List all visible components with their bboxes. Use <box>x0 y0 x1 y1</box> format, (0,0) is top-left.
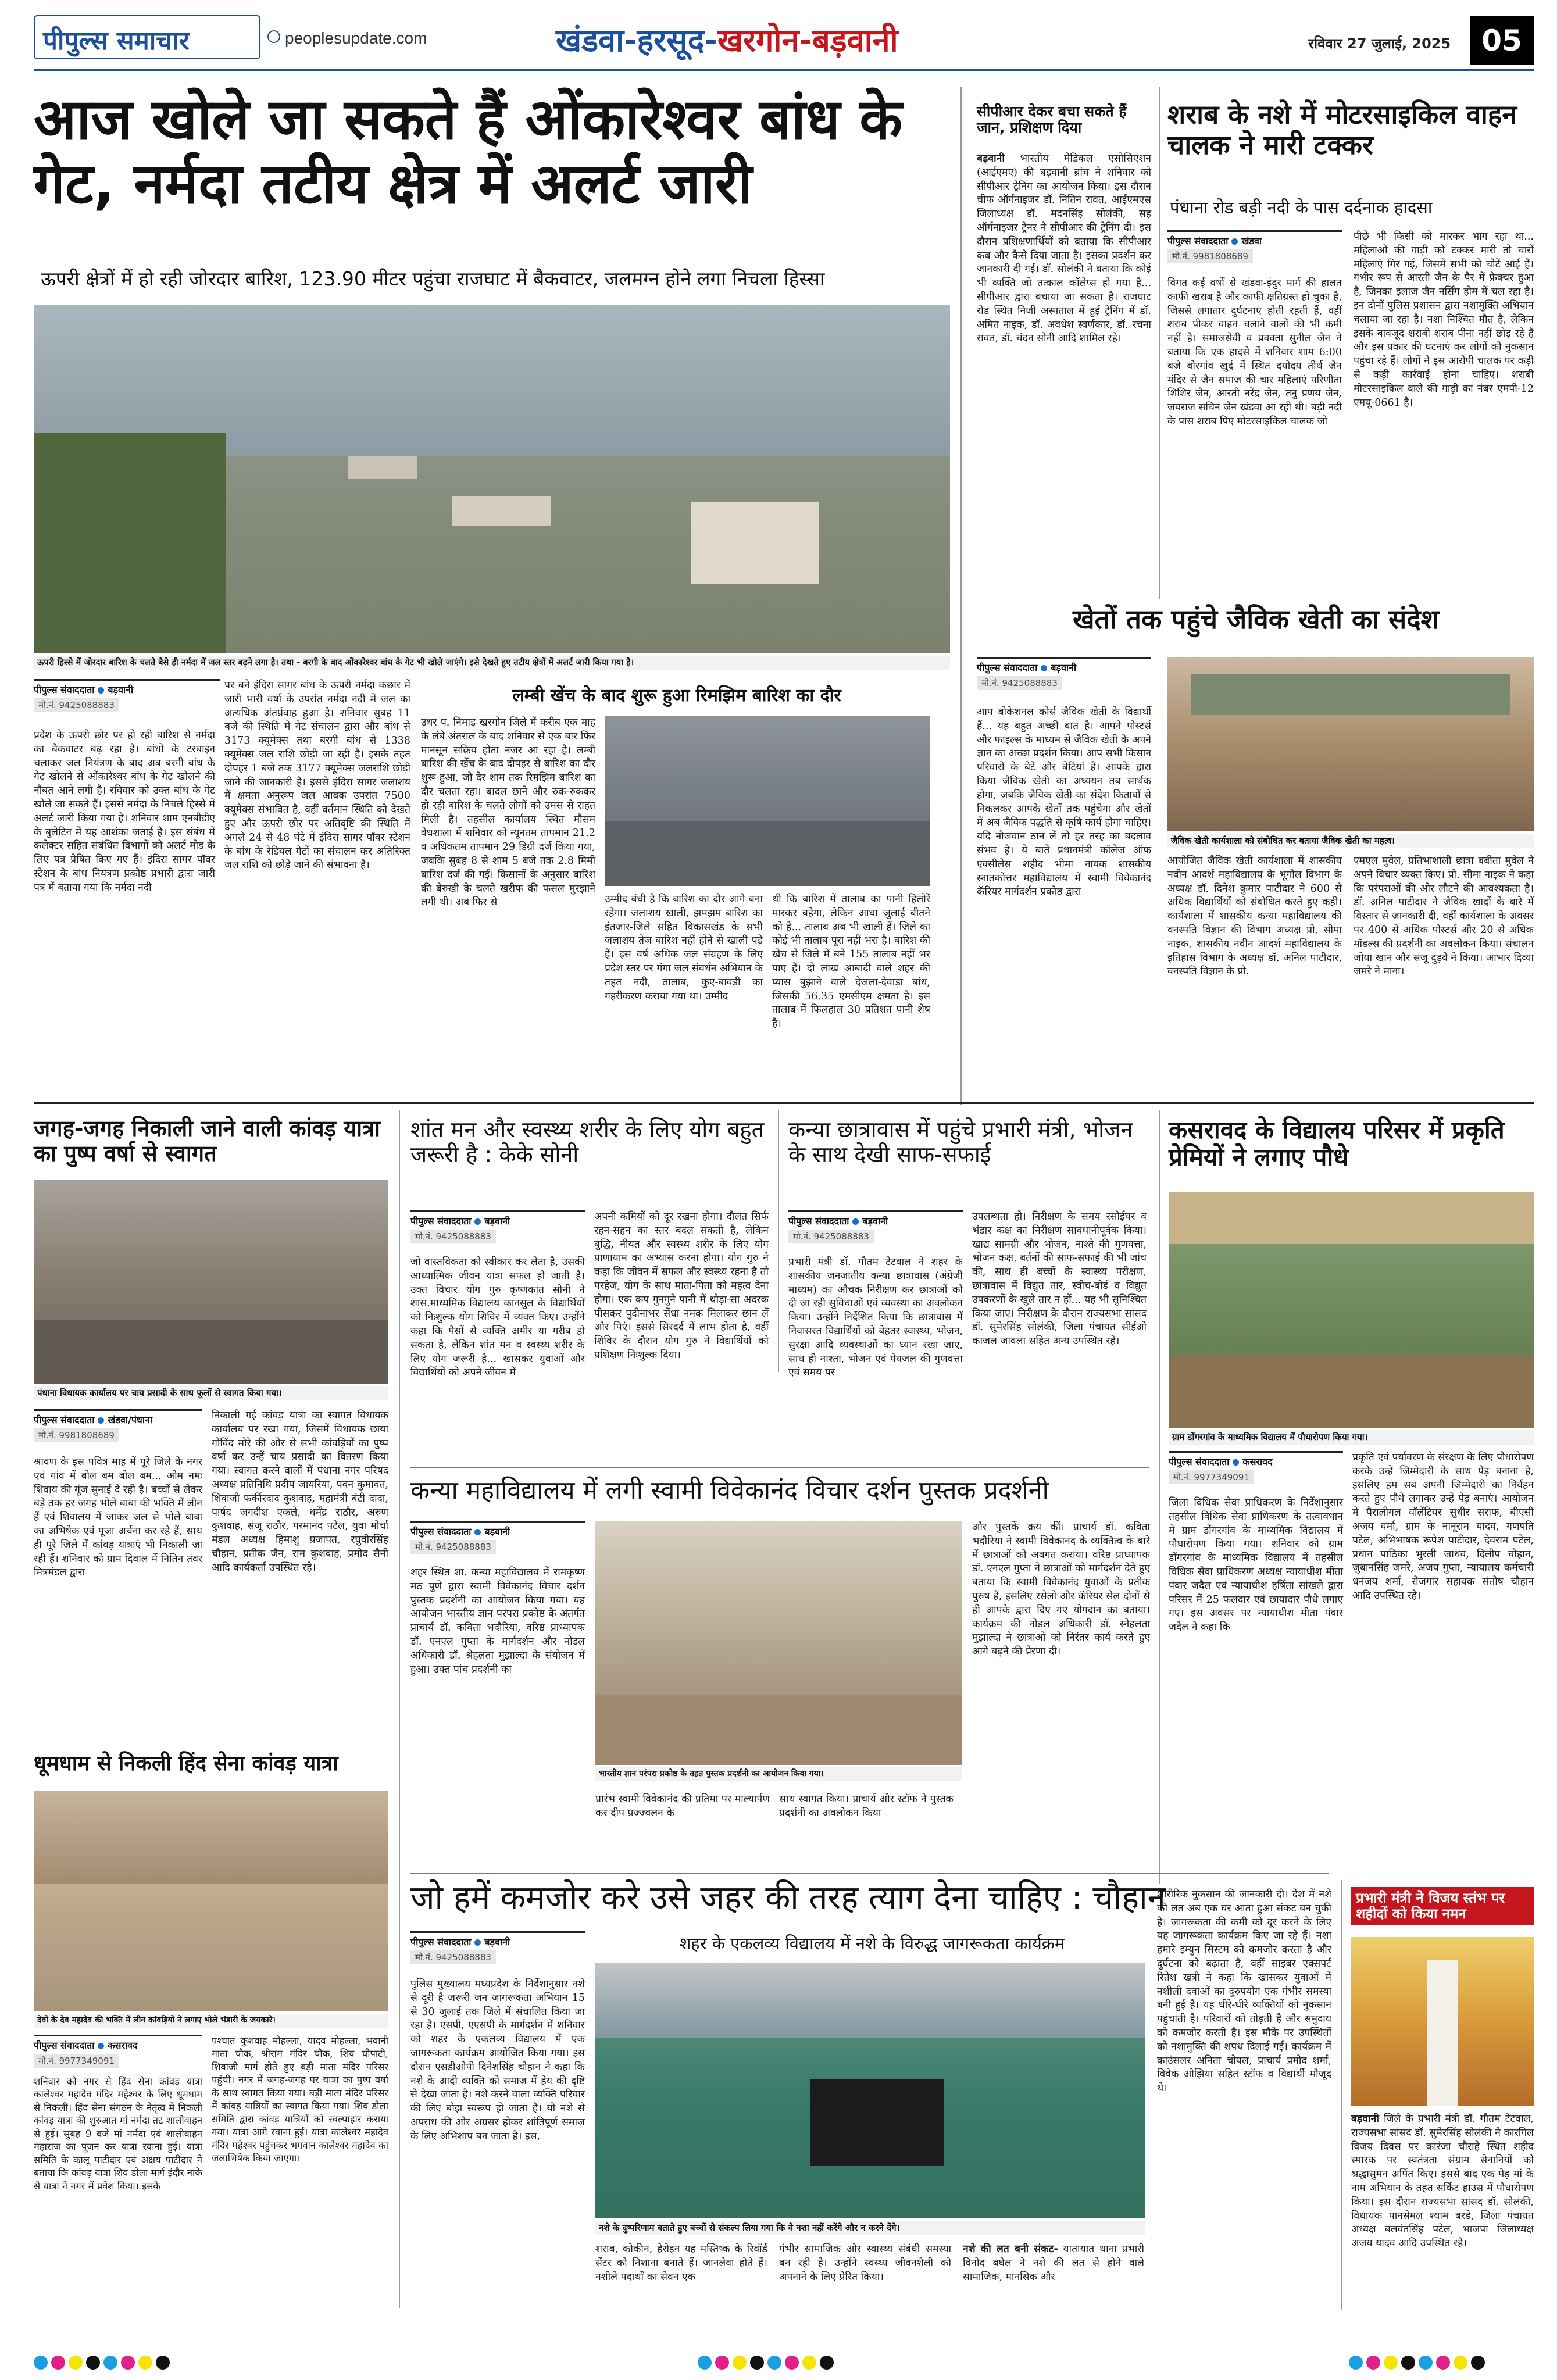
cyan-register-icon <box>698 2356 712 2370</box>
byline-dot-icon <box>1233 1459 1239 1466</box>
awareness-banner <box>810 2079 944 2166</box>
drugs-byline-block <box>410 1931 585 1964</box>
cyan-register-icon <box>34 2356 48 2370</box>
exhibition-books-table <box>595 1695 962 1765</box>
hall-banner <box>1191 674 1510 715</box>
byline-dot-icon <box>98 687 104 694</box>
kanwar-col-1: श्रावण के इस पवित्र माह में पूरे जिले के नगर एवं गांव में बोल बम बोल बम... ओम नमः शिवाय की गूंज सुनाई दे रही है। बच्चों से लेकर बड़े तक हर जगह भोले बाबा की भक्ति में लीन हैं एवं शिवालय में जाकर जल से भोले बाबा का अभिषेक एवं पूजा अर्चना कर रहे हैं, साथ ही पूरे जिले में कांवड़ यात्राएं भी निकाली जा रही हैं। शनिवार को ग्राम दिवाल में नितिन तंवर मित्रमंडल द्वारा <box>34 1456 202 1579</box>
yoga-headline: शांत मन और स्वस्थ्य शरीर के लिए योग बहुत जरूरी है : केके सोनी <box>410 1117 765 1167</box>
cyan-register-icon <box>1349 2356 1363 2370</box>
registration-marks-center <box>698 2356 890 2373</box>
kasrawad-place: कसरावद <box>1242 1456 1273 1467</box>
drugs-photo <box>595 1963 1145 2218</box>
column-rule <box>1341 1880 1342 2310</box>
kasrawad-headline: कसरावद के विद्यालय परिसर में प्रकृति प्रेमियों ने लगाए पौधे <box>1169 1116 1505 1172</box>
page-number: 05 <box>1481 24 1522 58</box>
accident-headline: शराब के नशे में मोटरसाइकिल वाहन चालक ने मारी टक्कर <box>1167 99 1517 160</box>
vijay-photo <box>1351 1937 1534 2106</box>
magenta-register-icon <box>1436 2356 1450 2370</box>
hindsena-byline-block <box>34 2035 202 2068</box>
yellow-register-icon <box>733 2356 747 2370</box>
kanwar-photo <box>34 1180 388 1384</box>
masthead-website[interactable]: peoplesupdate.com <box>285 29 427 47</box>
vijay-place: बड़वानी <box>1351 2113 1379 2125</box>
organic-photo <box>1167 657 1534 831</box>
drugs-place: बड़वानी <box>484 1936 510 1947</box>
hostel-col-2: उपलब्धता हो। निरीक्षण के समय रसोईघर व भंडार कक्ष का निरीक्षण सावधानीपूर्वक किया। खाद्य सामग्री और भोजन, नाश्ते की गुणवत्ता, भोजन कक्ष, बर्तनों की साफ-सफाई की भी जांच की, साथ ही बच्चों के स्वास्थ्य परीक्षण, छात्रावास में विद्युत तार, स्वीच-बोर्ड व विद्युत उपकरणों के खुले तार न हों... यह भी सुनिश्चित किया जाए। निरीक्षण के दौरान राज्यसभा सांसद डॉ. सुमेरसिंह सोलंकी, जिला पंचायत सीईओ काजल जावला सहित अन्य उपस्थित रहे। <box>972 1211 1147 1348</box>
drugs-byline: पीपुल्स संवाददाता <box>410 1936 472 1947</box>
school-wall <box>1169 1192 1534 1244</box>
hindsena-byline: पीपुल्स संवाददाता <box>34 2040 95 2051</box>
kanwar-headline: जगह-जगह निकाली जाने वाली कांवड़ यात्रा का पुष्प वर्षा से स्वागत <box>34 1116 380 1166</box>
accident-col-1: विगत कई वर्षों से खंडवा-इंदुर मार्ग की हालत काफी खराब है और काफी क्षतिग्रस्त हो चुका है, जिससे लगातार दुर्घटनाएं होती रहती हैं, वहीं शराब पीकर वाहन चलाने वालों की भी कमी नहीं है। समाजसेवी व प्रवक्ता सुनील जैन ने बताया कि एक हादसे में शनिवार शाम 6:00 बजे बोरगांव खुर्द में स्थित दयोदय तीर्थ जैन मंदिर से जैन समाज की चार महिलाएं परिणीता शिशिर जैन, आरती नरेंद्र जैन, तनु प्रणय जैन, जयराज सचिन जैन खंडवा आ रही थी। बड़ी नदी के पास शराब पिए मोटरसाइकिल चालक जो <box>1167 277 1342 427</box>
black-register-icon <box>156 2356 170 2370</box>
hindsena-col-1: शनिवार को नगर से हिंद सेना कांवड़ यात्रा कालेश्वर महादेव मंदिर महेश्वर के लिए धूमधाम से निकली। हिंद सेना संगठन के नेतृत्व में निकली कांवड़ यात्रा की शुरुआत मां नर्मदा तट शालीवाहन से हुई। सुबह 9 बजे मां नर्मदा एवं शालीवाहन महाराज का पूजन कर यात्रा रवाना हुई। यात्रा समिति के कालू पाटीदार एवं अक्षय पाटीदार ने बताया कि कांवड़ यात्रा शिव डोला मार्ग इंदौर नाके से यात्रा ने नगर में प्रवेश किया। इसके <box>34 2076 202 2192</box>
hostel-place: बड़वानी <box>862 1216 888 1227</box>
hindsena-headline: धूमधाम से निकली हिंद सेना कांवड़ यात्रा <box>34 1752 338 1775</box>
lead-place: बड़वानी <box>108 684 134 695</box>
issue-date: रविवार 27 जुलाई, 2025 <box>1308 35 1451 52</box>
kasrawad-caption: ग्राम डोंगरगांव के माध्यमिक विद्यालय में पौधारोपण किया गया। <box>1169 1430 1534 1445</box>
accident-byline: पीपुल्स संवाददाता <box>1167 235 1229 246</box>
lead-mobile: मो.नं. 9425088883 <box>34 698 119 712</box>
exhibition-headline: कन्या महाविद्यालय में लगी स्वामी विवेकानंद विचार दर्शन पुस्तक प्रदर्शनी <box>410 1476 1049 1505</box>
hostel-byline: पीपुल्स संवाददाता <box>788 1216 849 1227</box>
vijay-headline: प्रभारी मंत्री ने विजय स्तंभ पर शहीदों को किया नमन <box>1356 1890 1505 1922</box>
drugs-col-4 <box>963 2243 1144 2284</box>
black-register-icon <box>750 2356 764 2370</box>
byline-dot-icon <box>852 1218 859 1225</box>
rain-road <box>605 821 930 886</box>
cyan-register-icon <box>1419 2356 1433 2370</box>
magenta-register-icon <box>715 2356 729 2370</box>
byline-dot-icon <box>474 1529 481 1535</box>
lead-photo-caption: ऊपरी हिस्से में जोरदार बारिश के चलते बैसे ही नर्मदा में जल स्तर बढ़ने लगा है। तथा - बरगी के बाद ओंकारेश्वर बांध के गेट भी खोले जाएंगे। इसे देखते हुए तटीय क्षेत्रों में अलर्ट जारी किया गया है। <box>34 656 950 670</box>
hostel-byline-block <box>788 1210 963 1243</box>
edition-title-b: खरगोन-बड़वानी <box>717 22 898 59</box>
hostel-mobile: मो.नं. 9425088883 <box>788 1230 874 1243</box>
rain-col-1: उधर प. निमाड़ खरगोन जिले में करीब एक माह के लंबे अंतराल के बाद शनिवार से एक बार फिर मानसून सक्रिय होता नजर आ रहा है। लम्बी बारिश की खेंच के बाद दोपहर से बारिश का दौर शुरू हुआ, जो देर शाम तक रिमझिम बारिश का दौर चलता रहा। बादल छाने और रुक-रुककर हो रही बारिश के चलते लोगों को उमस से राहत मिली है। तहसील कार्यालय स्थित मौसम वेधशाला में शनिवार को न्यूनतम तापमान 21.2 व अधिकतम तापमान 29 डिग्री दर्ज किया गया, जबकि सुबह 8 से शाम 5 बजे तक 2.8 मिमी बारिश दर्ज की गई। किसानों के अनुसार बारिश की बेरुखी के चलते खरीफ की फसल मुरझाने लगी थी। अब फिर से <box>421 717 595 909</box>
lead-headline: आज खोले जा सकते हैं ओंकारेश्वर बांध के गेट, नर्मदा तटीय क्षेत्र में अलर्ट जारी <box>34 87 903 217</box>
byline-dot-icon <box>98 1417 104 1424</box>
yellow-register-icon <box>1454 2356 1467 2370</box>
rain-headline: लम्बी खेंच के बाद शुरू हुआ रिमझिम बारिश का दौर <box>512 685 841 706</box>
cyan-register-icon <box>103 2356 117 2370</box>
kanwar-col-2: निकाली गई कांवड़ यात्रा का स्वागत विधायक कार्यालय पर रखा गया, जिसमें विधायक छाया गोविंद मोरे की ओर से सभी कांवड़ियों का पुष्प वर्षा कर उन्हें चाय प्रसादी का वितरण किया गया। स्वागत करने वालों में पंधाना नगर परिषद अध्यक्ष प्रतिनिधि प्रदीप जायरिया, पवन कुमावत, शिवाजी फर्कीरदाद कुशवाह, महामंत्री बंटी दादा, पार्षद जगदीश एकले, धर्मेंद्र राठौर, अरुण कुशवाह, संजू राठौर, परमानंद पटेल, युवा मोर्चा मंडल अध्यक्ष हिमांशु प्रजापत, रघुवीरसिंह चौहान, प्रतीक जैन, राम कुशवाह, प्रमोद सैनी आदि कार्यकर्ता उपस्थित रहे। <box>212 1410 388 1574</box>
column-rule <box>1159 87 1160 599</box>
river-bank <box>34 433 226 653</box>
edition-title-a: खंडवा-हरसूद- <box>556 22 717 59</box>
black-register-icon <box>820 2356 834 2370</box>
drugs-headline: जो हमें कमजोर करे उसे जहर की तरह त्याग देना चाहिए : चौहान <box>410 1879 1166 1917</box>
column-rule <box>399 1110 400 2308</box>
yellow-register-icon <box>802 2356 816 2370</box>
lead-byline: पीपुल्स संवाददाता <box>34 684 95 695</box>
cpr-headline: सीपीआर देकर बचा सकते हैं जान, प्रशिक्षण दिया <box>977 103 1127 136</box>
accident-subhead: पंधाना रोड बड़ी नदी के पास दर्दनाक हादसा <box>1170 198 1433 217</box>
vijay-headline-box <box>1351 1887 1534 1925</box>
organic-byline-block <box>977 657 1151 690</box>
memorial-pillar <box>1427 1960 1458 2106</box>
accident-place: खंडवा <box>1241 235 1262 246</box>
section-rule <box>34 1102 1534 1104</box>
yoga-byline-block <box>410 1210 585 1243</box>
lead-subhead: ऊपरी क्षेत्रों में हो रही जोरदार बारिश, 123.90 मीटर पहुंचा राजघाट में बैकवाटर, जलमग्न होने लगा निचला हिस्सा <box>41 267 825 290</box>
kasrawad-photo <box>1169 1192 1534 1428</box>
yellow-register-icon <box>69 2356 83 2370</box>
kasrawad-col-2: प्रकृति एवं पर्यावरण के संरक्षण के लिए पौधारोपण करके उन्हें जिम्मेदारी के साथ पेड़ बनाना है, इसलिए हम सब अपनी जिम्मेदारी का निर्वहन करते हुए पौधे लगाकर उन्हें पेड़ बनाएं। आयोजन में पैरालीगल वॉलेंटियर सुधीर सराफ, बीएसी अजय वर्मा, ग्राम के नानूराम यादव, गणपति पटेल, अभिभाषक रूपेश पाटीदार, देवराम पटेल, प्रधान पाठिका भुरली जाधव, दिलीप चौहान, जुबानसिंह जमरे, अजय गुप्ता, न्यायालय कर्मचारी धनंजय शर्मा, रोजगार सहायक संतोष चौहान आदि उपस्थित रहे। <box>1352 1452 1534 1602</box>
drugs-col-2: शराब, कोकीन, हेरोइन यह मस्तिष्क के रिवॉर्ड सेंटर को निशाना बनाते हैं। जानलेवा होते हैं। नशीले पदार्थों का सेवन एक <box>595 2243 767 2283</box>
exhibition-col-2: और पुस्तकें क्रय कीं। प्राचार्य डॉ. कविता भदौरिया ने स्वामी विवेकानंद के व्यक्तित्व के बारे में छात्राओं को अवगत कराया। वरिष्ठ प्राध्यापक डॉ. एनएल गुप्ता ने छात्राओं को मार्गदर्शन देते हुए बताया कि स्वामी विवेकानंद युवाओं के प्रतीक पुरुष हैं, इसलिए रसेलो और कॅरियर सेल दोनों से ही आपके द्वारा दिए गए योगदान का बताया। कार्यक्रम की नोडल अधिकारी डॉ. स्नेहलता मुझाल्दा ने छात्राओं को निरंतर कार्य करते हुए आगे बढ़ने की प्रेरणा दी। <box>972 1521 1150 1658</box>
section-rule <box>410 1873 1329 1874</box>
drugs-caption: नशे के दुष्परिणाम बताते हुए बच्चों से संकल्प लिया गया कि वे नशा नहीं करेंगे और न करने देंगे। <box>595 2221 1145 2235</box>
accident-col-2: पीछे भी किसी को मारकर भाग रहा था... महिलाओं की गाड़ी को टक्कर मारी तो चारों महिलाएं गिर गई, जिसमें सभी को चोटें आई हैं। गंभीर रूप से आरती जैन के पैर में फ्रेक्चर हुआ है, जिनका इलाज जैन नर्सिंग होम में चल रहा है। इन दोनों पुलिस प्रशासन द्वारा नशामुक्ति अभियान चलाया जा रहा है। नशा निश्चित मौत है, लेकिन इसके बावजूद शराबी शराब पीना नहीं छोड़ रहे हैं और इस प्रकार की घटनाएं कर लोगों को नुकसान पहुंचा रहे हैं। लोगों ने इस आरोपी चालक पर कड़ी से कड़ी कार्रवाई होना चाहिए। शराबी मोटरसाइकिल वाले की गाड़ी का नंबर एमपी-12 एमयू-0661 है। <box>1354 231 1534 409</box>
yoga-col-2: अपनी कमियों को दूर रखना होगा। दौलत सिर्फ रहन-सहन का स्तर बदल सकती है, लेकिन बुद्धि, नीयत और स्वस्थ्य शरीर के लिए योग प्राणायाम का अभ्यास करना होगा। योग गुरु ने कहा कि जीवन में सफल और स्वस्थ्य रहना है तो परहेज, योग के साथ माता-पिता को महत्व देना होगा। एक कप गुनगुने पानी में थोड़ा-सा अदरक पीसकर पुदीनाभर सेंधा नमक मिलाकर छान लें और पिएं। इससे सिरदर्द में लाभ होता है, वहीं शिविर के दौरान योग गुरु ने विद्यार्थियों को प्रशिक्षण निःशुल्क दिया। <box>594 1211 769 1361</box>
exhibition-caption: भारतीय ज्ञान परंपरा प्रकोष्ठ के तहत पुस्तक प्रदर्शनी का आयोजन किया गया। <box>595 1767 962 1781</box>
rain-photo <box>605 716 930 886</box>
exhibition-tail-2: साथ स्वागत किया। प्राचार्य और स्टॉफ ने पुस्तक प्रदर्शनी का अवलोकन किया <box>779 1793 954 1819</box>
lead-col-2: पर बने इंदिरा सागर बांध के ऊपरी नर्मदा कछार में जारी भारी वर्षा के उपरांत नर्मदा नदी में जल का अत्यधिक अंतर्प्रवाह हुआ है। शनिवार सुबह 11 बजे की स्थिति में गेट संचालन द्वारा और बांध से 3173 क्यूमेक्स तथा बरगी बांध से 1338 क्यूमेक्स जल राशि छोड़ी जा रही है। इसके तहत दोपहर 1 बजे तक 3177 क्यूमेक्स जलराशि छोड़ी जाने की जानकारी है। इससे इंदिरा सागर जलाशय में क्षमता अनुरूप जल आवक उपरांत 7500 क्यूमेक्स संभावित है, वहीं वर्तमान स्थिति को देखते हुए और ऊपरी छोर पर अतिवृष्टि की स्थिति में अगले 24 से 48 घंटे में इंदिरा सागर पॉवर स्टेशन के बांध के रेडियल गेटों का संचालन कर अतिरिक्त जल राशि को छोड़े जाने की संभावना है। <box>224 680 410 871</box>
cyan-register-icon <box>767 2356 781 2370</box>
drugs-col-4-body: यातायात थाना प्रभारी विनोद बघेल ने नशे की लत से होने वाले सामाजिक, मानसिक और <box>963 2243 1144 2283</box>
hindsena-col-2: पश्चात कुशवाह मोहल्ला, यादव मोहल्ला, भवानी माता चौक, श्रीराम मंदिर चौक, शिव चौपाटी, शिवाजी मार्ग होते हुए बड़ी माता मंदिर परिसर पहुंची। नगर में जगह-जगह पर यात्रा का पुष्प वर्षा के साथ स्वागत किया गया। बड़ी माता मंदिर परिसर में कांवड़ यात्रियों का स्वागत किया गया। शिव डोला समिति द्वारा कांवड़ यात्रियों को स्वल्पाहार कराया गया। यात्रा आगे रवाना हुई। यात्रा कालेश्वर महादेव मंदिर महेश्वर पहुंचकर भगवान कालेश्वर महादेव का जलाभिषेक किया जाएगा। <box>212 2035 388 2164</box>
masthead-logo-block <box>34 15 260 59</box>
vijay-text <box>1351 2113 1534 2251</box>
globe-icon <box>267 30 280 43</box>
edition-banner <box>556 17 1172 64</box>
exhibition-mobile: मो.नं. 9425088883 <box>410 1540 496 1554</box>
magenta-register-icon <box>51 2356 65 2370</box>
organic-place: बड़वानी <box>1051 662 1077 673</box>
hindsena-photo <box>34 1791 388 2011</box>
page-number-box <box>1470 16 1534 65</box>
accident-byline-block <box>1167 230 1342 263</box>
byline-dot-icon <box>1231 238 1238 245</box>
rain-col-2: उम्मीद बंधी है कि बारिश का दौर आगे बना रहेगा। जलाशय खाली, झमझम बारिश का इंतजार-जिले सहित विकासखंड के सभी जलाशय तेज बारिश नहीं होने से खाली पड़े हैं। इस वर्ष अधिक जल संग्रहण के लिए प्रदेश स्तर पर गंगा जल संवर्धन अभियान के तहत नदी, तालाब, कुए-बावड़ी का गहरीकरण कराया गया था। उम्मीद <box>605 894 763 1002</box>
cpr-text <box>977 152 1151 346</box>
exhibition-photo <box>595 1521 962 1765</box>
registration-marks-left <box>34 2356 226 2373</box>
kasrawad-col-1: जिला विधिक सेवा प्राधिकरण के निर्देशानुसार तहसील विधिक सेवा प्राधिकरण के तत्वावधान में ग्राम डोंगरगांव के माध्यमिक विद्यालय में पौधारोपण किया गया। शनिवार को ग्राम डोंगरगांव के माध्यमिक विद्यालय में तहसील विधिक सेवा प्राधिकरण अध्यक्ष न्यायाधीश मीता पंवार जदैल एवं न्यायाधीश हर्षिता सांखले द्वारा परिसर में 25 फलदार एवं छायादार पौधे लगाए गए। इस अवसर पर न्यायाधीश मीता पंवार जदैल ने कहा कि <box>1169 1497 1343 1634</box>
kasrawad-mobile: मो.नं. 9977349091 <box>1169 1470 1254 1484</box>
exhibition-col-1: शहर स्थित शा. कन्या महाविद्यालय में रामकृष्ण मठ पुणे द्वारा स्वामी विवेकानंद विचार दर्शन पुस्तक प्रदर्शनी का आयोजन किया गया। यह आयोजन भारतीय ज्ञान परंपरा प्रकोष्ठ के अंतर्गत प्राचार्य डॉ. कविता भदौरिया, वरिष्ठ प्राध्यापक डॉ. एनएल गुप्ता के मार्गदर्शन और नोडल अधिकारी डॉ. श्रेहलता मुझाल्दा के संयोजन में हुआ। उक्त पांच प्रदर्शनी का <box>410 1567 585 1675</box>
temple-roof-3 <box>691 502 819 584</box>
byline-dot-icon <box>98 2043 104 2049</box>
hostel-headline: कन्या छात्रावास में पहुंचे प्रभारी मंत्री, भोजन के साथ देखी साफ-सफाई <box>788 1117 1133 1167</box>
kasrawad-byline: पीपुल्स संवाददाता <box>1169 1456 1230 1467</box>
hindsena-crowd <box>34 1884 388 2011</box>
column-rule <box>778 1110 779 1372</box>
organic-headline: खेतों तक पहुंचे जैविक खेती का संदेश <box>1073 603 1439 635</box>
cpr-body: भारतीय मेडिकल एसोसिएशन (आईएमए) की बड़वानी ब्रांच ने शनिवार को सीपीआर ट्रेनिंग का आयोजन किया। इस दौरान चीफ ऑर्गनाइजर डॉ. नितिन रावत, आईएमएस जिलाध्यक्ष डॉ. मदनसिंह सोलंकी, सह ऑर्गनाइजर ट्रेनर ने सीपीआर की ट्रेनिंग दी। इस दौरान प्रशिक्षणार्थियों को बताया कि सीपीआर कब और कैसे दिया जाता है। इसका प्रदर्शन कर जानकारी दी गई। डॉ. सोलंकी ने बताया कि कोई भी व्यक्ति जो तत्काल कॉलेप्स हो गया है... सीपीआर द्वारा बचाया जा सकता है। राजघाट रोड स्थित निजी अस्पताल में हुई ट्रेनिंग में डॉ. अमित नाइक, डॉ. अवधेश स्वर्णकार, डॉ. रचना रावत, डॉ. चंदन सोनी आदि शामिल रहे। <box>977 153 1151 345</box>
temple-roof-2 <box>452 496 551 526</box>
black-register-icon <box>1471 2356 1485 2370</box>
drugs-col-1: पुलिस मुख्यालय मध्यप्रदेश के निर्देशानुसार नशे से दूरी है जरूरी जन जागरूकता अभियान 15 से 30 जुलाई तक जिले में संचालित किया जा रहा है। एसपी, एएसपी के मार्गदर्शन में शनिवार को शहर के एकलव्य विद्यालय में एक जागरूकता कार्यक्रम आयोजित किया गया। इस दौरान एसडीओपी दिनेशसिंह चौहान ने कहा कि नशे के आदी व्यक्ति को समाज में हेय की दृष्टि से देखा जाता है। नशे करने वाला व्यक्ति परिवार की लिए बोझ स्वरूप हो जाता है। यो नशे से अपराध की ओर अग्रसर होकर शांतिपूर्ण समाज के लिए अभिशाप बन जाता है। इस, <box>410 1978 585 2142</box>
lead-photo-river <box>34 305 950 653</box>
kanwar-road <box>34 1320 388 1384</box>
yoga-place: बड़वानी <box>484 1216 510 1227</box>
organic-col-2: आयोजित जैविक खेती कार्यशाला में शासकीय नवीन आदर्श महाविद्यालय के भूगोल विभाग के अध्यक्ष डॉ. दिनेश कुमार पाटीदार ने 600 से अधिक विद्यार्थियों को संबोधित करते हुए कही। कार्यशाला में शासकीय कन्या महाविद्यालय की वनस्पति विज्ञान की विभाग अध्यक्ष प्रो. सीमा नाइक, शासकीय नवीन आदर्श महाविद्यालय के इतिहास विभाग के अध्यक्ष डॉ. अनिल पाटीदार, वनस्पति विज्ञान के प्रो. <box>1167 855 1342 978</box>
drugs-mobile: मो.नं. 9425088883 <box>410 1950 496 1964</box>
yellow-register-icon <box>138 2356 152 2370</box>
yoga-col-1: जो वास्तविकता को स्वीकार कर लेता है, उसकी आध्यात्मिक जीवन यात्रा सफल हो जाती है। उक्त विचार योग गुरु कृष्णकांत सोनी ने शास.माध्यमिक विद्यालय कानसुल के विद्यार्थियों को निःशुल्क योग शिविर में व्यक्त किए। उन्होंने कहा कि पैसों से व्यक्ति अमीर या गरीब हो सकता है, लेकिन शांत मन व स्वस्थ्य शरीर के लिए योग जरूरी है... खासकर युवाओं और विद्यार्थियों को अपने जीवन में <box>410 1256 585 1379</box>
organic-col-1: आप बोकेशनल कोर्स जैविक खेती के विद्यार्थी हैं... यह बहुत अच्छी बात है। आपने पोस्टर्स और फाइल्स के माध्यम से जैविक खेती के अपने ज्ञान का अच्छा प्रदर्शन किया। आप सभी किसान परिवारों के बेटे और बेटियां हैं। आपके द्वारा किया जैविक खेती का अध्ययन तब सार्थक होगा, जबकि जैविक खेती का संदेश किताबों से निकलकर आपके खेतों तक पहुंचेगा और खेतों में अब जैविक पद्धति से कृषि कार्य होगा चाहिए। यदि नौजवान ठान लें तो हर तरह का बदलाव संभव है। ये बातें प्रधानमंत्री कॉलेज ऑफ एक्सीलेंस शहीद भीमा नायक शासकीय स्नातकोत्तर महाविद्यालय में स्वामी विवेकानंद कॅरियर मार्गदर्शन प्रकोष्ठ द्वारा <box>977 706 1151 898</box>
kasrawad-byline-block <box>1169 1451 1343 1484</box>
exhibition-byline-block <box>410 1521 585 1554</box>
hindsena-mobile: मो.नं. 9977349091 <box>34 2054 119 2068</box>
accident-mobile: मो.नं. 9981808689 <box>1167 249 1253 263</box>
temple-roof-1 <box>348 456 417 479</box>
yoga-mobile: मो.नं. 9425088883 <box>410 1230 496 1243</box>
organic-caption: जैविक खेती कार्यशाला को संबोधित कर बताया जैविक खेती का महत्व। <box>1167 834 1534 848</box>
magenta-register-icon <box>1366 2356 1380 2370</box>
organic-byline: पीपुल्स संवाददाता <box>977 662 1038 673</box>
magenta-register-icon <box>785 2356 799 2370</box>
lead-byline-block <box>34 679 220 712</box>
kanwar-byline: पीपुल्स संवाददाता <box>34 1414 95 1425</box>
kanwar-mobile: मो.नं. 9981808689 <box>34 1428 119 1442</box>
drugs-col-5: शारीरिक नुकसान की जानकारी दी। देश में नशे की लत अब एक घर आता हुआ संकट बन चुकी है। जागरूकता की कमी को दूर करने के लिए यह जागरूकता कार्यक्रम किए जा रहे हैं। नशा हमारे इम्युन सिस्टम को कमजोर करता है और दुर्घटना को बढ़ाता है, वहीं साइबर एक्सपर्ट रितेश खत्री ने कहा कि खासकर युवाओं में नशीली दवाओं का दुरुपयोग एक गंभीर समस्या बनी हुई है। यह धीरे-धीरे व्यक्तियों को नुकसान पहुंचाती है। परिवारों को तोड़ती है और समुदाय को कमजोर करती है। इस मौके पर उपस्थितों को नशामुक्ति की शपथ दिलाई गई। कार्यक्रम में काउंसलर अनिता चोयल, प्राचार्य प्रमोद शर्मा, विवेक ओझिया सहित स्टॉफ व विद्यार्थी मौजूद थे। <box>1157 1889 1331 2095</box>
cpr-place: बड़वानी <box>977 153 1005 165</box>
hostel-col-1: प्रभारी मंत्री डॉ. गौतम टेटवाल ने शहर के शासकीय जनजातीय कन्या छात्रावास (अंग्रेजी माध्यम) का औचक निरीक्षण कर छात्राओं को दी जा रही सुविधाओं एवं व्यवस्था का अवलोकन किया। उन्होंने निर्देशित किया कि छात्रावास में निवासरत विद्यार्थियों को बेहतर स्वास्थ्य, भोजन, सुरक्षा आदि व्यवस्थाओं का ध्यान रखा जाए, साथ ही नाश्ता, भोजन एवं पेयजल की गुणवत्ता एवं समय पर <box>788 1256 963 1379</box>
yellow-register-icon <box>1384 2356 1398 2370</box>
byline-dot-icon <box>474 1939 481 1946</box>
drugs-col-3: गंभीर सामाजिक और स्वास्थ्य संबंधी समस्या बन रही है। उन्होंने स्वस्थ्य जीवनशैली को अपनाने के लिए प्रेरित किया। <box>779 2243 951 2283</box>
magenta-register-icon <box>121 2356 135 2370</box>
vijay-body: जिले के प्रभारी मंत्री डॉ. गौतम टेटवाल, राज्यसभा सांसद डॉ. सुमेरसिंह सोलंकी ने कारगिल विजय दिवस पर कारंजा चौराहे स्थित शहीद स्मारक पर स्वतंत्रता संग्राम सेनानियों को श्रद्धासुमन अर्पित किए। इससे बाद एक पेड़ मां के नाम अभियान के तहत सर्किट हाउस में पौधारोपण किया। इस दौरान राज्यसभा सांसद डॉ. सोलंकी, विधायक पानसेमल श्याम बरडे, जिला पंचायत अध्यक्ष बलवंतसिंह पटेल, भाजपा जिलाध्यक्ष अजय यादव आदि उपस्थित रहे। <box>1351 2113 1534 2250</box>
rain-col-3: थी कि बारिश में तालाब का पानी हिलोरें मारकर बहेगा, लेकिन आधा जुलाई बीतने को है... तालाब अब भी खाली हैं। जिले का कोई भी तालाब पूरा नहीं भरा है। बारिश की खेंच से जिले में बने 155 तालाब नहीं भर पाए हैं। दो लाख आबादी वाले शहर की प्यास बुझाने वाले देजला-देवाड़ा बांध, जिसकी 56.35 एमसीएम क्षमता है। इस तालाब में फिलहाल 30 प्रतिशत पानी शेष है। <box>772 894 930 1030</box>
exhibition-byline: पीपुल्स संवाददाता <box>410 1526 472 1537</box>
registration-marks-right <box>1349 2356 1541 2373</box>
organic-mobile: मो.नं. 9425088883 <box>977 676 1062 690</box>
column-rule <box>1159 1110 1160 1884</box>
hindsena-place: कसरावद <box>108 2040 138 2051</box>
section-rule <box>410 1467 1149 1468</box>
exhibition-tail-1: प्रारंभ स्वामी विवेकानंद की प्रतिमा पर माल्यार्पण कर दीप प्रज्ज्वलन के <box>595 1793 770 1819</box>
yoga-byline: पीपुल्स संवाददाता <box>410 1216 472 1227</box>
tree-ground <box>1169 1355 1534 1428</box>
byline-dot-icon <box>1041 665 1047 671</box>
organic-col-3: एमएल मुवेल, प्रतिभाशाली छात्रा बबीता मुवेल ने अपने विचार व्यक्त किए। प्रो. सीमा नाइक ने कहा कि परंपराओं की ओर लौटने की आवश्यकता है। डॉ. अनिल पाटीदार ने जैविक खादों के बारे में विस्तार से जानकारी दी, वहीं कार्यशाला के अवसर पर 400 से अधिक पोस्टर्स और 20 से अधिक मॉडल्स की प्रदर्शनी का अवलोकन किया। संचालन जोया खान और संजू दुड़वे ने किया। आभार दिव्या जमरे ने माना। <box>1354 855 1534 978</box>
hindsena-caption: देवों के देव महादेव की भक्ति में लीन कांवड़ियों ने लगाए भोले भंडारी के जयकारे। <box>34 2014 388 2028</box>
kanwar-place: खंडवा/पंधाना <box>108 1414 153 1425</box>
kanwar-caption: पंधाना विधायक कार्यालय पर चाय प्रसादी के साथ फूलों से स्वागत किया गया। <box>34 1386 388 1400</box>
column-rule <box>960 87 962 1105</box>
masthead-rule <box>34 69 1534 71</box>
byline-dot-icon <box>474 1218 481 1225</box>
black-register-icon <box>1401 2356 1415 2370</box>
kanwar-byline-block <box>34 1409 202 1442</box>
masthead-logo: पीपुल्स समाचार <box>43 26 190 56</box>
black-register-icon <box>86 2356 100 2370</box>
drugs-col-4-title: नशे की लत बनी संकट- <box>963 2243 1058 2255</box>
masthead <box>0 0 1557 70</box>
lead-col-1: प्रदेश के ऊपरी छोर पर हो रही बारिश से नर्मदा का बैकवाटर बढ़ रहा है। बांधों के टरबाइन चलाकर जल नियंत्रण के बाद अब बरगी बांध के गेट खोलने से ओंकारेश्वर बांध के गेट खोलने की नौबत आने लगी है। रविवार को उक्त बांध के गेट खोले जा सकते हैं। इससे नर्मदा के निचले हिस्से में अलर्ट जारी किया गया है। शनिवार शाम एनबीडीए के बुलेटिन में यह आशंका जताई है। इस संबंध में कलेक्टर सहित संबंधित विभागों को अलर्ट मोड के लिए पत्र प्रेषित किए गए हैं। इंदिरा सागर पॉवर स्टेशन के बांध नियंत्रण प्रकोष्ठ प्रभारी द्वारा जारी पत्र में बताया गया कि नर्मदा नदी <box>34 730 215 894</box>
exhibition-place: बड़वानी <box>484 1526 510 1537</box>
drugs-subhead: शहर के एकलव्य विद्यालय में नशे के विरुद्ध जागरूकता कार्यक्रम <box>679 1934 1065 1953</box>
